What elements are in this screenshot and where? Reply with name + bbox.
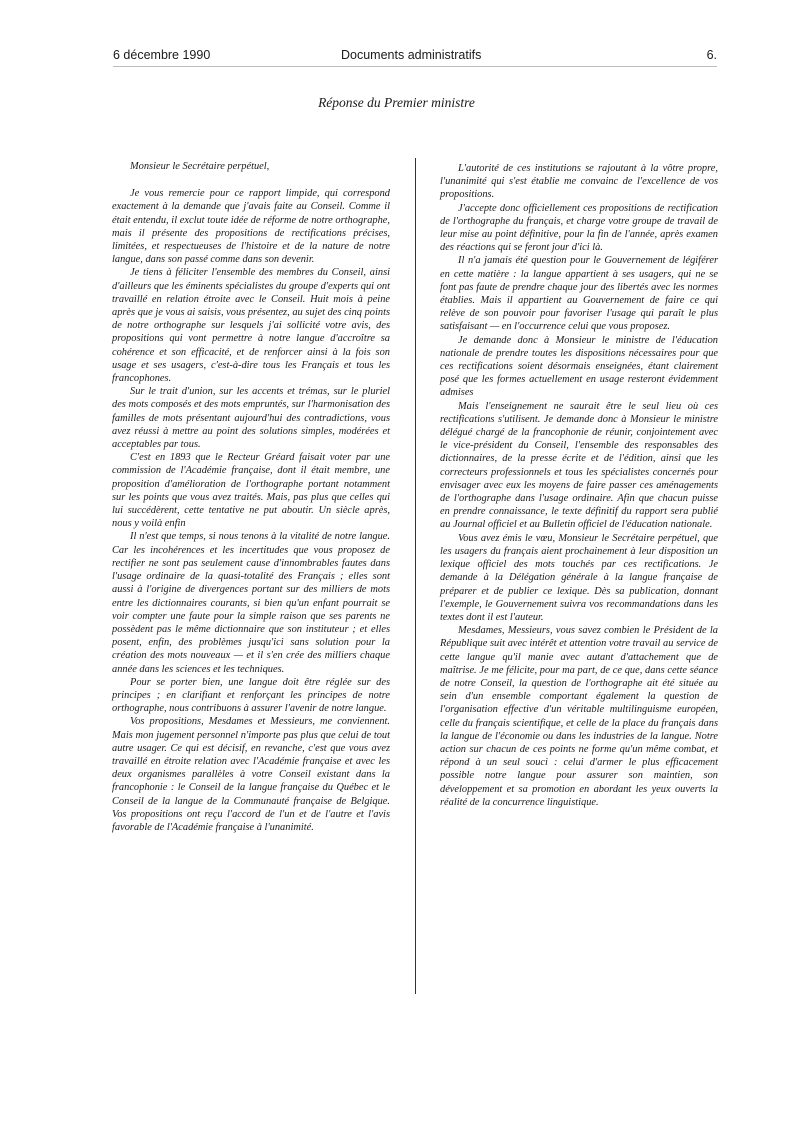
paragraph: Il n'a jamais été question pour le Gouvernement de légiférer en cette matière : la langue appartient à ses usagers, qui ne se font pas faute de prendre chaque jour des libertés avec les normes établies. Mais il appartient au Gouvernement de faire ce qui relève de son pouvoir pour favoriser l'usage qui paraît le plus satisfaisant — en l'occurrence celui que vous proposez. <box>440 255 718 333</box>
paragraph: Je tiens à féliciter l'ensemble des membres du Conseil, ainsi d'ailleurs que les éminents spécialistes du groupe d'experts qui ont travaillé en relation étroite avec le Conseil. Huit mois à peine après que je vous ai saisis, vous présentez, au sujet des cinq points de notre orthographe sur lesquels j'ai sollicité votre avis, des propositions qui vont permettre à notre langue d'accroître sa cohérence et son efficacité, et de renforcer ainsi à la fois son usage et ses usagers, c'est-à-dire tous les Français et tous les francophones. <box>112 267 390 385</box>
paragraph: Vous avez émis le vœu, Monsieur le Secrétaire perpétuel, que les usagers du français aient prochainement à leur disposition un lexique officiel des mots touchés par ces rectifications. Je demande à la Délégation générale à la langue française de préparer et de publier ce lexique. Dès sa publication, donnant l'exemple, le Gouvernement suivra vos recommandations dans les textes dont il est l'auteur. <box>440 532 718 623</box>
paragraph: Pour se porter bien, une langue doit être réglée sur des principes ; en clarifiant et renforçant les principes de notre orthographe, nous contribuons à assurer l'avenir de notre langue. <box>112 676 390 715</box>
left-column <box>112 160 390 834</box>
paragraph: Mais l'enseignement ne saurait être le seul lieu où ces rectifications s'utilisent. Je demande donc à Monsieur le ministre délégué chargé de la francophonie de réunir, conjointement avec le vice-président du Conseil, l'ensemble des responsables des dictionnaires, de la presse écrite et de l'édition, ainsi que les correcteurs professionnels et tous les spécialistes concernés pour envisager avec eux les moyens de faire passer ces aménagements de l'orthographe dans l'usage ordinaire. Afin que chacun puisse en prendre connaissance, le texte définitif du rapport sera publié au Journal officiel et au Bulletin officiel de l'éducation nationale. <box>440 400 718 531</box>
paragraph: Sur le trait d'union, sur les accents et trémas, sur le pluriel des mots composés et des mots empruntés, sur l'harmonisation des familles de mots présentant aujourd'hui des contradictions, vous avez réussi à mettre au point des solutions simples, modérées et acceptables par tous. <box>112 386 390 451</box>
paragraph: Vos propositions, Mesdames et Messieurs, me conviennent. Mais mon jugement personnel n'importe pas plus que celui de tout autre usager. Ce qui est décisif, en revanche, c'est que vous avez travaillé en étroite relation avec l'Académie française et avec les deux organismes parallèles à votre Conseil existant dans la francophonie : le Conseil de la langue française du Québec et le Conseil de la langue de la Communauté française de Belgique. Vos propositions ont reçu l'accord de l'un et de l'autre et l'avis favorable de l'Académie française à l'unanimité. <box>112 716 390 833</box>
paragraph: L'autorité de ces institutions se rajoutant à la vôtre propre, l'unanimité qui s'est établie me convainc de l'excellence de vos propositions. <box>440 163 718 201</box>
document-title: Réponse du Premier ministre <box>318 95 475 110</box>
paragraph: Il n'est que temps, si nous tenons à la vitalité de notre langue. Car les incohérences et les incertitudes que vous proposez de rectifier ne sont pas seulement cause d'innombrables fautes dans l'usage ordinaire de la quasi-totalité des Français ; elles sont aussi à l'origine de divergences portant sur des milliers de mots entre les dictionnaires courants, si bien qu'un enfant pourrait se voir compter une faute pour la simple raison que ses parents ne possèdent pas le même dictionnaire que son instituteur ; et elles posent, enfin, des problèmes jusqu'ici sans solution pour la création des mots nouveaux — et il s'en crée des milliers chaque année dans les sciences et les techniques. <box>112 531 390 675</box>
header-section: Documents administratifs <box>341 48 482 62</box>
paragraph: Mesdames, Messieurs, vous savez combien le Président de la République suit avec intérêt et attention votre travail au service de cette langue qu'il manie avec autant d'attachement que de maîtrise. Je me félicite, pour ma part, de ce que, dans cette séance de notre Conseil, la question de l'orthographe ait été située au sein d'un ensemble comportant également la question de l'organisation effective d'un véritable multilinguisme européen, celle du français scientifique, et celle de la place du français dans la langue de l'économie ou dans les industries de la langue. Notre action sur chacun de ces points ne forme qu'un même combat, et répond à un seul souci : celui d'armer le plus efficacement possible notre langue pour assurer son maintien, son développement et sa promotion en abordant les yeux ouverts la réalité de la concurrence linguistique. <box>440 625 718 808</box>
paragraph: J'accepte donc officiellement ces propositions de rectification de l'orthographe du français, et charge votre groupe de travail de leur mise au point définitive, pour la fin de l'année, après examen des réactions qui se feront jour d'ici là. <box>440 202 718 254</box>
right-column <box>440 162 718 809</box>
column-divider <box>415 158 416 994</box>
paragraph: C'est en 1893 que le Recteur Gréard faisait voter par une commission de l'Académie française, dont il était membre, une proposition d'amélioration de l'orthographe portant notamment sur les points que vous avez traités. Mais, pas plus que celles qui lui succédèrent, cette tentative ne put aboutir. Un siècle après, nous y voilà enfin <box>112 452 390 530</box>
salutation: Monsieur le Secrétaire perpétuel, <box>130 161 270 172</box>
paragraph: Je demande donc à Monsieur le ministre de l'éducation nationale de prendre toutes les dispositions nécessaires pour que ces rectifications soient désormais enseignées, étant clairement posé que les formes actuellement en usage resteront évidemment admises <box>440 334 718 399</box>
header-page-number: 6. <box>706 48 717 62</box>
header-date: 6 décembre 1990 <box>113 48 211 62</box>
paragraph: Je vous remercie pour ce rapport limpide, qui correspond exactement à la demande que j'avais faite au Conseil. Comme il était entendu, il exclut toute idée de réforme de notre orthographe, mais il présente des propositions de rectifications précises, limitées, et respectueuses de l'histoire et de la nature de notre langue, dans son passé comme dans son devenir. <box>112 188 390 266</box>
running-header <box>113 48 717 67</box>
